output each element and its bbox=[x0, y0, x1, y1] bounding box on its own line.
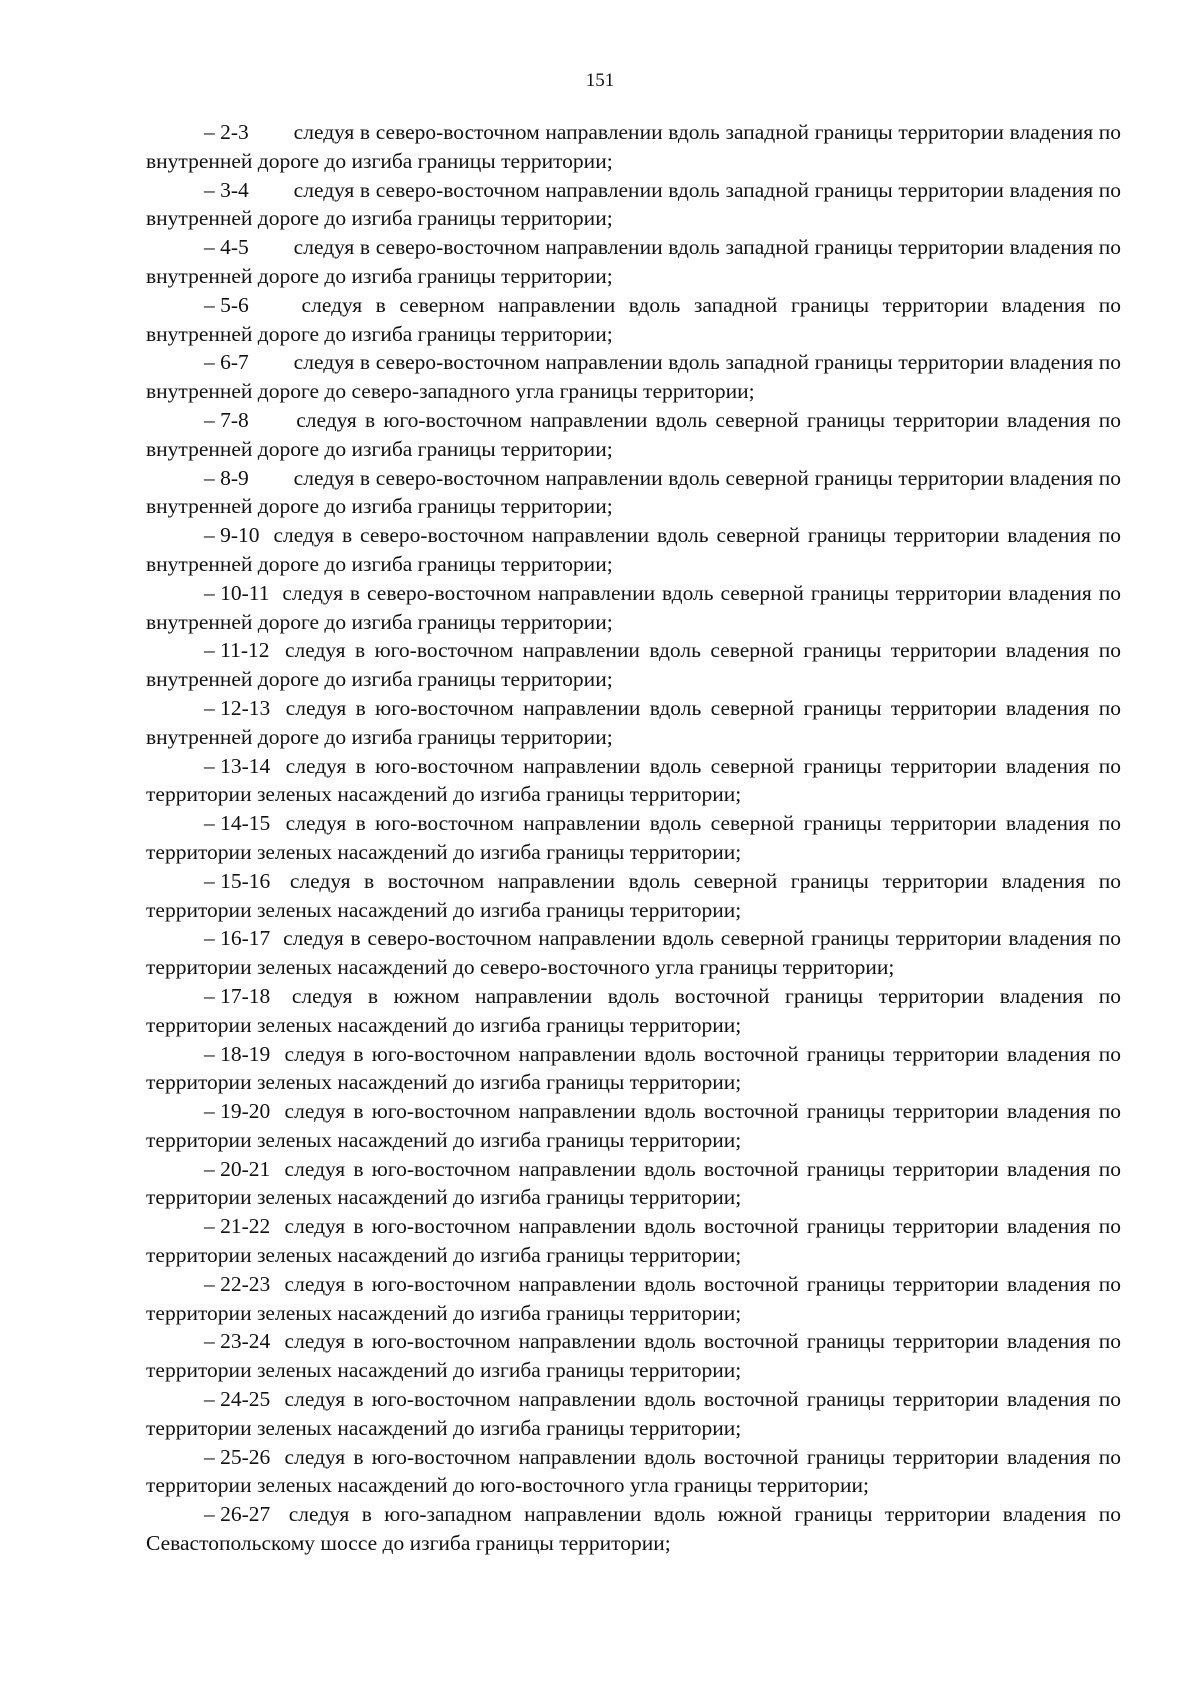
segment-label: – 10-11 bbox=[204, 580, 270, 605]
boundary-segment-entry bbox=[146, 406, 1121, 464]
boundary-segment-entry bbox=[146, 291, 1121, 349]
segment-description: следуя в юго-восточном направлении вдоль восточной границы территории владения по территории зеленых насаждений до изгиба границы территории; bbox=[146, 1156, 1122, 1210]
segment-description: следуя в северо-восточном направлении вдоль северной границы территории владения по внутренней дороге до изгиба границы территории; bbox=[146, 580, 1121, 634]
boundary-segment-entry bbox=[146, 809, 1121, 867]
segment-label: – 8-9 bbox=[204, 465, 249, 490]
boundary-segment-entry bbox=[146, 752, 1121, 810]
segment-label: – 14-15 bbox=[204, 811, 271, 836]
segment-label: – 7-8 bbox=[204, 407, 249, 432]
segment-description: следуя в юго-восточном направлении вдоль северной границы территории владения по территории зеленых насаждений до изгиба границы территории; bbox=[146, 811, 1121, 864]
boundary-segment-entry bbox=[146, 982, 1121, 1040]
boundary-segment-entry bbox=[146, 1385, 1121, 1443]
segment-label: – 20-21 bbox=[204, 1156, 271, 1181]
boundary-segment-entry bbox=[146, 1212, 1121, 1270]
segment-label: – 12-13 bbox=[204, 695, 271, 720]
segment-label: – 3-4 bbox=[204, 177, 249, 202]
segment-label: – 6-7 bbox=[204, 350, 249, 375]
segment-label: – 24-25 bbox=[204, 1387, 271, 1412]
boundary-segment-entry bbox=[146, 579, 1121, 637]
segment-label: – 16-17 bbox=[204, 926, 271, 951]
boundary-segment-entry bbox=[146, 1040, 1121, 1098]
segment-description: следуя в юго-восточном направлении вдоль северной границы территории владения по внутренней дороге до изгиба границы территории; bbox=[146, 407, 1121, 461]
segment-description: следуя в северо-восточном направлении вдоль западной границы территории владения по внутренней дороге до изгиба границы территории; bbox=[146, 235, 1122, 288]
segment-description: следуя в северо-восточном направлении вдоль северной границы территории владения по внутренней дороге до изгиба границы территории; bbox=[146, 465, 1121, 519]
segment-label: – 21-22 bbox=[204, 1214, 271, 1239]
boundary-segment-entry bbox=[146, 118, 1121, 176]
boundary-segment-entry bbox=[146, 1155, 1121, 1213]
segment-label: – 23-24 bbox=[204, 1329, 271, 1354]
segment-description: следуя в юго-восточном направлении вдоль восточной границы территории владения по территории зеленых насаждений до изгиба границы территории; bbox=[146, 1041, 1122, 1095]
boundary-segment-entry bbox=[146, 1443, 1121, 1501]
segment-description: следуя в юго-западном направлении вдоль южной границы территории владения по Севастопольскому шоссе до изгиба границы территории; bbox=[146, 1502, 1121, 1556]
segment-description: следуя в юго-восточном направлении вдоль восточной границы территории владения по территории зеленых насаждений до юго-восточного угла границы территории; bbox=[146, 1444, 1122, 1498]
boundary-segment-entry bbox=[146, 1500, 1121, 1558]
segment-label: – 19-20 bbox=[204, 1099, 271, 1124]
segment-label: – 22-23 bbox=[204, 1271, 271, 1296]
segment-description: следуя в северо-восточном направлении вдоль западной границы территории владения по внутренней дороге до северо-западного угла границы территории; bbox=[146, 350, 1122, 404]
boundary-segment-entry bbox=[146, 636, 1121, 694]
segment-description: следуя в северо-восточном направлении вдоль северной границы территории владения по территории зеленых насаждений до северо-восточного угла границы территории; bbox=[146, 926, 1121, 980]
segment-label: – 18-19 bbox=[204, 1041, 271, 1066]
segment-description: следуя в юго-восточном направлении вдоль восточной границы территории владения по территории зеленых насаждений до изгиба границы территории; bbox=[146, 1271, 1122, 1325]
segment-description: следуя в юго-восточном направлении вдоль северной границы территории владения по внутренней дороге до изгиба границы территории; bbox=[146, 695, 1121, 749]
boundary-segment-entry bbox=[146, 521, 1121, 579]
segment-description: следуя в юго-восточном направлении вдоль восточной границы территории владения по территории зеленых насаждений до изгиба границы территории; bbox=[146, 1099, 1122, 1152]
segment-label: – 2-3 bbox=[204, 120, 249, 144]
segment-description: следуя в восточном направлении вдоль северной границы территории владения по территории зеленых насаждений до изгиба границы территории; bbox=[146, 868, 1121, 922]
boundary-description-list bbox=[146, 118, 1121, 1558]
segment-label: – 17-18 bbox=[204, 983, 271, 1008]
segment-label: – 4-5 bbox=[204, 235, 249, 260]
boundary-segment-entry bbox=[146, 233, 1121, 291]
boundary-segment-entry bbox=[146, 1327, 1121, 1385]
segment-label: – 5-6 bbox=[204, 292, 249, 317]
segment-description: следуя в южном направлении вдоль восточной границы территории владения по территории зеленых насаждений до изгиба границы территории; bbox=[146, 983, 1121, 1037]
page-number: 151 bbox=[585, 70, 615, 91]
boundary-segment-entry bbox=[146, 924, 1121, 982]
boundary-segment-entry bbox=[146, 1270, 1121, 1328]
segment-description: следуя в юго-восточном направлении вдоль восточной границы территории владения по территории зеленых насаждений до изгиба границы территории; bbox=[146, 1387, 1122, 1440]
segment-description: следуя в юго-восточном направлении вдоль северной границы территории владения по территории зеленых насаждений до изгиба границы территории; bbox=[146, 753, 1121, 807]
boundary-segment-entry bbox=[146, 348, 1121, 406]
segment-description: следуя в северо-восточном направлении вдоль северной границы территории владения по внутренней дороге до изгиба границы территории; bbox=[146, 523, 1121, 576]
segment-label: – 26-27 bbox=[204, 1502, 271, 1527]
boundary-segment-entry bbox=[146, 694, 1121, 752]
boundary-segment-entry bbox=[146, 464, 1121, 522]
segment-description: следуя в северо-восточном направлении вдоль западной границы территории владения по внутренней дороге до изгиба границы территории; bbox=[146, 177, 1122, 231]
segment-description: следуя в юго-восточном направлении вдоль восточной границы территории владения по территории зеленых насаждений до изгиба границы территории; bbox=[146, 1329, 1122, 1383]
segment-label: – 15-16 bbox=[204, 868, 271, 893]
segment-description: следуя в северном направлении вдоль западной границы территории владения по внутренней дороге до изгиба границы территории; bbox=[146, 292, 1121, 346]
segment-label: – 25-26 bbox=[204, 1444, 271, 1469]
segment-description: следуя в северо-восточном направлении вдоль западной границы территории владения по внутренней дороге до изгиба границы территории; bbox=[146, 120, 1122, 173]
boundary-segment-entry bbox=[146, 867, 1121, 925]
boundary-segment-entry bbox=[146, 1097, 1121, 1155]
segment-label: – 13-14 bbox=[204, 753, 271, 778]
segment-description: следуя в юго-восточном направлении вдоль северной границы территории владения по внутренней дороге до изгиба границы территории; bbox=[146, 638, 1121, 692]
segment-label: – 11-12 bbox=[204, 638, 270, 663]
boundary-segment-entry bbox=[146, 176, 1121, 234]
segment-description: следуя в юго-восточном направлении вдоль восточной границы территории владения по территории зеленых насаждений до изгиба границы территории; bbox=[146, 1214, 1122, 1268]
segment-label: – 9-10 bbox=[204, 523, 260, 548]
